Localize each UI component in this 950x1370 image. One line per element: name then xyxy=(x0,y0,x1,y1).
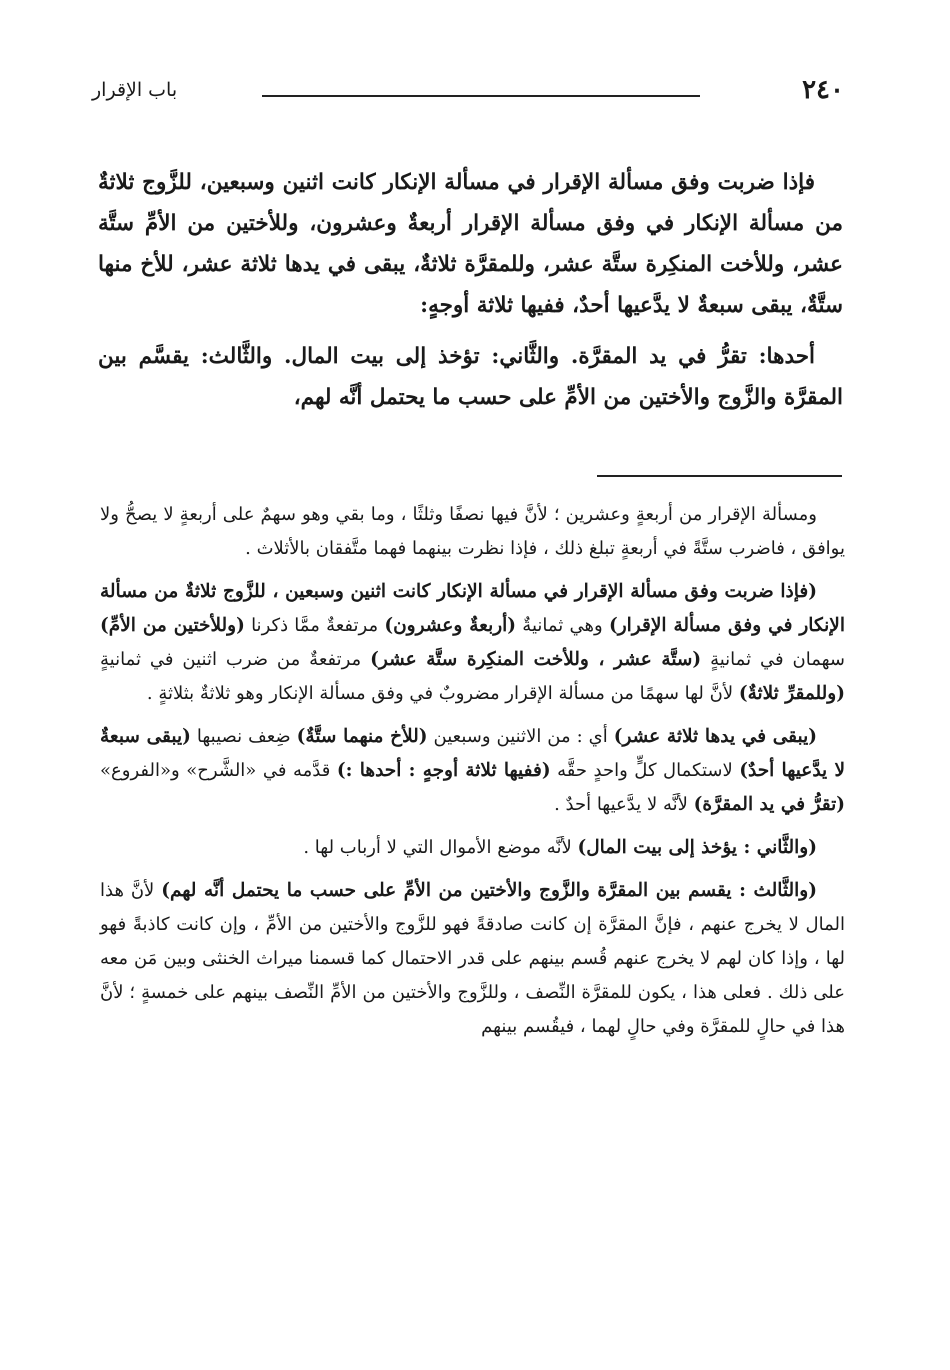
header-rule xyxy=(262,95,700,97)
sharh-paragraph xyxy=(100,831,845,865)
quoted-matn: (تقرُّ في يد المقرَّة) xyxy=(693,794,845,815)
commentary: قدَّمه في «الشَّرح» و«الفروع» xyxy=(100,760,337,781)
sharh-paragraph: ومسألة الإقرار من أربعةٍ وعشرين ؛ لأنَّ فيها نصفًا وثلثًا ، وما بقي وهو سهمٌ على أربعةٍ لا يصحُّ ولا يوافق ، فاضرب ستَّةً في أربعةٍ تبلغ ذلك ، فإذا نظرت بينهما فهما متَّفقان بالأثلاث . xyxy=(100,504,845,559)
matn-paragraph: فإذا ضربت وفق مسألة الإقرار في مسألة الإنكار كانت اثنين وسبعين، للزَّوج ثلاثةٌ من مسألة الإنكار في وفق مسألة الإقرار أربعةٌ وعشرون، وللأختين من الأمِّ ستَّة عشر، وللأخت المنكِرة ستَّة عشر، وللمقرَّة ثلاثةٌ، يبقى في يدها ثلاثة عشر، للأخ منها ستَّةٌ، يبقى سبعةٌ لا يدَّعيها أحدٌ، ففيها ثلاثة أوجهٍ: xyxy=(98,170,843,318)
commentary: مرتفعةٌ ممَّا ذكرنا xyxy=(244,615,385,636)
commentary: لاستكمال كلٍّ واحدٍ حقَّه xyxy=(550,760,740,781)
footnote-rule xyxy=(597,475,842,477)
commentary: مرتفعةٌ من ضرب اثنين في ثمانيةٍ xyxy=(100,649,371,670)
commentary: لأنَّ لها سهمًا من مسألة الإقرار مضروبٌ في وفق مسألة الإنكار وهو ثلاثةٌ بثلاثةٍ . xyxy=(146,683,739,704)
quoted-matn: (ستَّة عشر ، وللأخت المنكِرة ستَّة عشر) xyxy=(370,649,702,670)
running-title: باب الإقرار xyxy=(92,79,178,101)
commentary: وهي ثمانيةٌ xyxy=(516,615,609,636)
commentary: لأنَّه موضع الأموال التي لا أرباب لها . xyxy=(303,837,578,858)
quoted-matn: (وللمقرِّ ثلاثةٌ) xyxy=(738,683,845,704)
commentary: سهمان في ثمانيةٍ xyxy=(701,649,845,670)
quoted-matn: (للأخ منهما ستَّةٌ) xyxy=(296,726,428,747)
quoted-matn: (ففيها ثلاثة أوجهٍ : أحدها :) xyxy=(336,760,551,781)
page-number: ٢٤٠ xyxy=(802,75,844,105)
sharh-text xyxy=(100,498,845,1053)
commentary: لأنَّ هذا المال لا يخرج عنهم ، فإنَّ المقرَّة إن كانت صادقةً فهو للزَّوج والأختين من الأمِّ ، وإن كانت كاذبةً فهو لها ، وإذا كان لهم لا يخرج عنهم قُسم بينهم على قدر الاحتمال كما قسمنا ميراث الخنثى وبين مَن معه على ذلك . فعلى هذا ، يكون للمقرَّة النِّصف ، وللزَّوج والأختين من الأمِّ النِّصف بينهم على خمسةٍ ؛ لأنَّ هذا في حالٍ للمقرَّة وفي حالٍ لهما ، فيقُسم بينهم xyxy=(100,880,845,1037)
quoted-matn: (وللأختين من الأمِّ) xyxy=(100,615,245,636)
commentary: لأنَّه لا يدَّعيها أحدٌ . xyxy=(554,794,694,815)
quoted-matn: (أربعةٌ وعشرون) xyxy=(384,615,517,636)
page-header xyxy=(92,70,844,110)
quoted-matn: (والثَّالث : يقسم بين المقرَّة والزَّوج والأختين من الأمِّ على حسب ما يحتمل أنَّه لهم) xyxy=(161,880,817,901)
sharh-paragraph xyxy=(100,720,845,822)
commentary: ضِعف نصيبها xyxy=(190,726,297,747)
commentary: أي : من الاثنين وسبعين xyxy=(427,726,614,747)
sharh-paragraph xyxy=(100,575,845,711)
quoted-matn: (والثَّاني : يؤخذ إلى بيت المال) xyxy=(577,837,817,858)
quoted-matn: (يبقى سبعةٌ لا يدَّعيها أحدٌ) xyxy=(100,726,845,781)
matn-text xyxy=(98,162,843,428)
matn-paragraph: أحدها: تقرُّ في يد المقرَّة. والثَّاني: تؤخذ إلى بيت المال. والثَّالث: يقسَّم بين المقرَّة والزَّوج والأختين من الأمِّ على حسب ما يحتمل أنَّه لهم، xyxy=(98,344,843,410)
sharh-paragraph xyxy=(100,874,845,1044)
quoted-matn: (يبقى في يدها ثلاثة عشر) xyxy=(613,726,818,747)
quoted-matn: (فإذا ضربت وفق مسألة الإقرار في مسألة الإنكار كانت اثنين وسبعين ، للزَّوج ثلاثةٌ من مسألة الإنكار في وفق مسألة الإقرار) xyxy=(100,581,845,636)
